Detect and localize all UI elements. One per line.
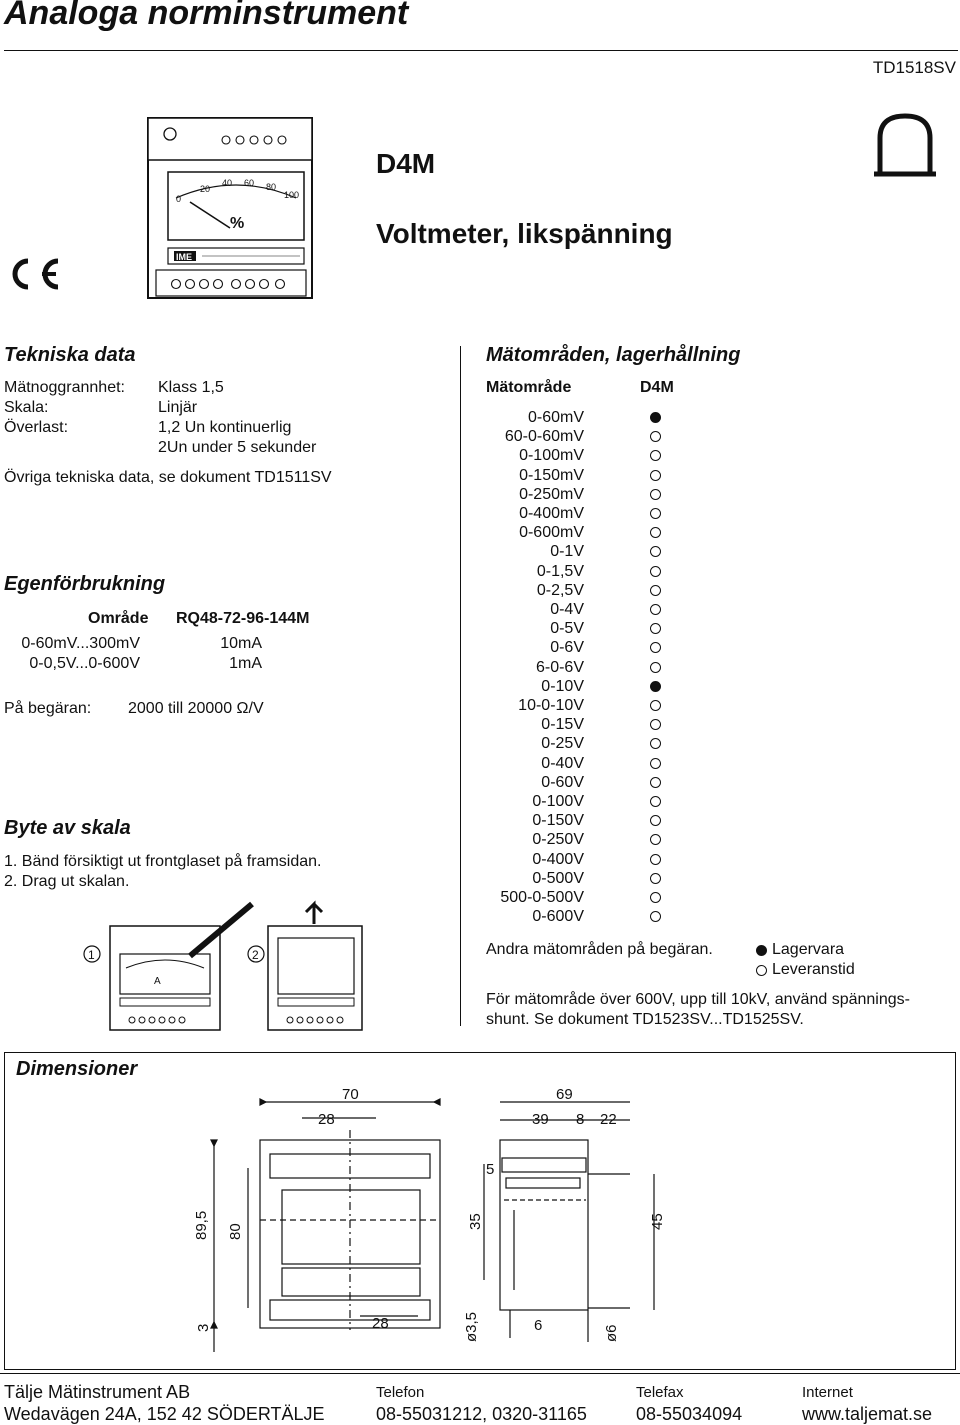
range-value: 60-0-60mV: [504, 428, 584, 446]
svg-text:20: 20: [200, 184, 211, 194]
svg-text:40: 40: [222, 178, 233, 188]
range-row: [474, 638, 674, 657]
lead-time-marker: [650, 489, 661, 500]
range-row: [474, 523, 674, 542]
range-row: [474, 408, 674, 427]
din-housing-icon: [870, 108, 940, 180]
legend-stock-marker: [756, 945, 767, 956]
ranges-list: [474, 408, 674, 928]
footer-company: Tälje Mätinstrument AB: [4, 1382, 191, 1402]
range-value: 0-150mV: [519, 466, 584, 484]
dim-side-d: 5: [486, 1161, 495, 1178]
range-value: 0-100mV: [519, 447, 584, 465]
figure-1-label: 1: [88, 948, 95, 962]
dim-front-bottom: 28: [372, 1315, 389, 1332]
footer-address: Wedavägen 24A, 152 42 SÖDERTÄLJE: [4, 1404, 325, 1424]
svg-text:IME: IME: [176, 252, 193, 262]
lead-time-marker: [650, 892, 661, 903]
ranges-col-range: Mätområde: [486, 379, 572, 396]
title-rule: [4, 50, 958, 51]
range-row: [474, 715, 674, 734]
consumption-value: 10mA: [220, 635, 262, 652]
dimensions-drawing: [190, 1080, 670, 1352]
lead-time-marker: [650, 758, 661, 769]
range-value: 0-400V: [532, 850, 584, 868]
range-value: 0-40V: [541, 754, 584, 772]
range-value: 0-250mV: [519, 485, 584, 503]
tech-value: 2Un under 5 sekunder: [158, 439, 317, 456]
figure-unit-label: A: [154, 976, 161, 987]
lead-time-marker: [650, 450, 661, 461]
range-value: 0-10V: [541, 677, 584, 695]
dim-side-f: ø6: [603, 1324, 620, 1342]
tech-label: Mätnoggrannhet:: [4, 379, 125, 396]
range-value: 0-15V: [541, 716, 584, 734]
dim-side-hole: ø3,5: [463, 1311, 480, 1342]
footer-phone: 08-55031212, 0320-31165: [376, 1404, 587, 1424]
range-value: 0-100V: [532, 793, 584, 810]
range-row: [474, 869, 674, 888]
consumption-col-model: RQ48-72-96-144M: [176, 610, 310, 627]
lead-time-marker: [650, 642, 661, 653]
range-row: [474, 888, 674, 907]
tech-label: Överlast:: [4, 419, 69, 436]
range-value: 0-250V: [532, 831, 584, 849]
instrument-illustration: [140, 110, 320, 305]
range-row: [474, 619, 674, 638]
range-row: [474, 811, 674, 830]
document-code: TD1518SV: [872, 58, 956, 77]
lead-time-marker: [650, 566, 661, 577]
document-title: Analoga norminstrument: [4, 0, 409, 32]
lead-time-marker: [650, 662, 661, 673]
lead-time-marker: [650, 815, 661, 826]
lead-time-marker: [650, 585, 661, 596]
range-row: [474, 677, 674, 696]
lead-time-marker: [650, 431, 661, 442]
lead-time-marker: [650, 834, 661, 845]
dimensions-heading: Dimensioner: [16, 1058, 138, 1080]
footer-web-label: Internet: [802, 1384, 853, 1401]
ranges-col-model: D4M: [640, 379, 674, 396]
tech-value: Linjär: [158, 399, 198, 416]
legend-stock: Lagervara: [772, 941, 845, 958]
range-row: [474, 504, 674, 523]
range-row: [474, 446, 674, 465]
dim-side-h2: 45: [649, 1213, 666, 1230]
range-value: 0-1V: [550, 543, 584, 561]
ce-mark: [4, 255, 62, 293]
range-row: [474, 485, 674, 504]
footer-rule: [0, 1373, 960, 1374]
svg-text:%: %: [230, 215, 245, 232]
range-row: [474, 830, 674, 849]
lead-time-marker: [650, 546, 661, 557]
lead-time-marker: [650, 873, 661, 884]
lead-time-marker: [650, 527, 661, 538]
dim-side-h1: 35: [467, 1213, 484, 1230]
range-row: [474, 466, 674, 485]
model-name: D4M: [376, 148, 436, 179]
ranges-note: För mätområde över 600V, upp till 10kV, använd spännings-: [486, 991, 910, 1008]
range-value: 0-150V: [532, 812, 584, 830]
tech-value: 1,2 Un kontinuerlig: [158, 419, 292, 436]
scale-step: 2. Drag ut skalan.: [4, 873, 130, 890]
dim-side-e: 6: [534, 1317, 543, 1334]
lead-time-marker: [650, 719, 661, 730]
range-row: [474, 658, 674, 677]
svg-text:80: 80: [266, 182, 277, 192]
range-row: [474, 542, 674, 561]
svg-text:0: 0: [176, 194, 182, 204]
range-row: [474, 734, 674, 753]
footer-phone-label: Telefon: [376, 1384, 425, 1401]
range-value: 500-0-500V: [500, 889, 584, 906]
range-row: [474, 850, 674, 869]
ranges-other: Andra mätområden på begäran.: [486, 941, 713, 958]
range-value: 0-500V: [532, 869, 584, 887]
range-row: [474, 562, 674, 581]
range-row: [474, 792, 674, 811]
legend-lead-marker: [756, 965, 767, 976]
range-value: 0-400mV: [519, 505, 584, 522]
lead-time-marker: [650, 623, 661, 634]
lead-time-marker: [650, 854, 661, 865]
dim-front-width: 70: [342, 1086, 359, 1103]
tech-heading: Tekniska data: [4, 344, 136, 366]
footer-fax-label: Telefax: [636, 1384, 684, 1401]
consumption-col-range: Område: [88, 610, 149, 627]
lead-time-marker: [650, 470, 661, 481]
consumption-range: 0-0,5V...0-600V: [29, 655, 140, 672]
range-row: [474, 773, 674, 792]
range-value: 0-4V: [550, 601, 584, 618]
lead-time-marker: [650, 796, 661, 807]
request-value: 2000 till 20000 Ω/V: [128, 700, 264, 717]
range-value: 0-5V: [550, 620, 584, 638]
scale-step: 1. Bänd försiktigt ut frontglaset på framsidan.: [4, 853, 322, 870]
tech-other-ref: Övriga tekniska data, se dokument TD1511SV: [4, 469, 332, 486]
range-value: 0-1,5V: [536, 562, 584, 580]
dim-side-a: 39: [532, 1111, 549, 1128]
range-row: [474, 907, 674, 926]
lead-time-marker: [650, 604, 661, 615]
range-value: 0-6V: [550, 639, 584, 657]
range-row: [474, 754, 674, 773]
range-value: 0-60V: [541, 773, 584, 791]
scale-change-heading: Byte av skala: [4, 817, 131, 839]
tech-label: Skala:: [4, 399, 49, 416]
range-row: [474, 696, 674, 715]
range-value: 0-60mV: [527, 409, 584, 426]
stock-marker: [650, 412, 661, 423]
dim-side-b: 8: [576, 1111, 585, 1128]
consumption-heading: Egenförbrukning: [4, 573, 166, 595]
range-row: [474, 427, 674, 446]
lead-time-marker: [650, 911, 661, 922]
lead-time-marker: [650, 700, 661, 711]
range-value: 0-600mV: [519, 524, 584, 542]
dim-front-side: 3: [195, 1323, 212, 1332]
dim-front-height: 89,5: [193, 1210, 210, 1240]
scale-change-illustration: [80, 898, 370, 1032]
range-row: [474, 600, 674, 619]
ranges-note: shunt. Se dokument TD1523SV...TD1525SV.: [486, 1011, 804, 1028]
footer-fax: 08-55034094: [636, 1404, 743, 1424]
ranges-heading: Mätområden, lagerhållning: [486, 344, 741, 366]
range-value: 6-0-6V: [535, 658, 584, 676]
consumption-range: 0-60mV...300mV: [21, 635, 140, 652]
lead-time-marker: [650, 738, 661, 749]
figure-2-label: 2: [252, 948, 259, 962]
dim-front-inner-height: 80: [227, 1223, 244, 1240]
svg-text:60: 60: [244, 178, 255, 188]
range-value: 0-600V: [532, 908, 584, 926]
request-label: På begäran:: [4, 700, 92, 717]
dim-side-depth: 69: [556, 1086, 573, 1103]
legend-lead: Leveranstid: [772, 961, 855, 978]
range-value: 10-0-10V: [518, 697, 584, 714]
consumption-value: 1mA: [229, 655, 262, 672]
tech-value: Klass 1,5: [158, 379, 224, 396]
lead-time-marker: [650, 508, 661, 519]
range-value: 0-2,5V: [536, 581, 584, 599]
stock-marker: [650, 681, 661, 692]
lead-time-marker: [650, 777, 661, 788]
svg-text:100: 100: [284, 190, 300, 200]
dim-front-inner: 28: [318, 1111, 335, 1128]
column-divider: [460, 346, 461, 1026]
range-row: [474, 581, 674, 600]
footer-web[interactable]: www.taljemat.se: [802, 1404, 933, 1424]
product-description: Voltmeter, likspänning: [376, 218, 673, 249]
range-value: 0-25V: [541, 735, 584, 753]
dim-side-c: 22: [600, 1111, 617, 1128]
